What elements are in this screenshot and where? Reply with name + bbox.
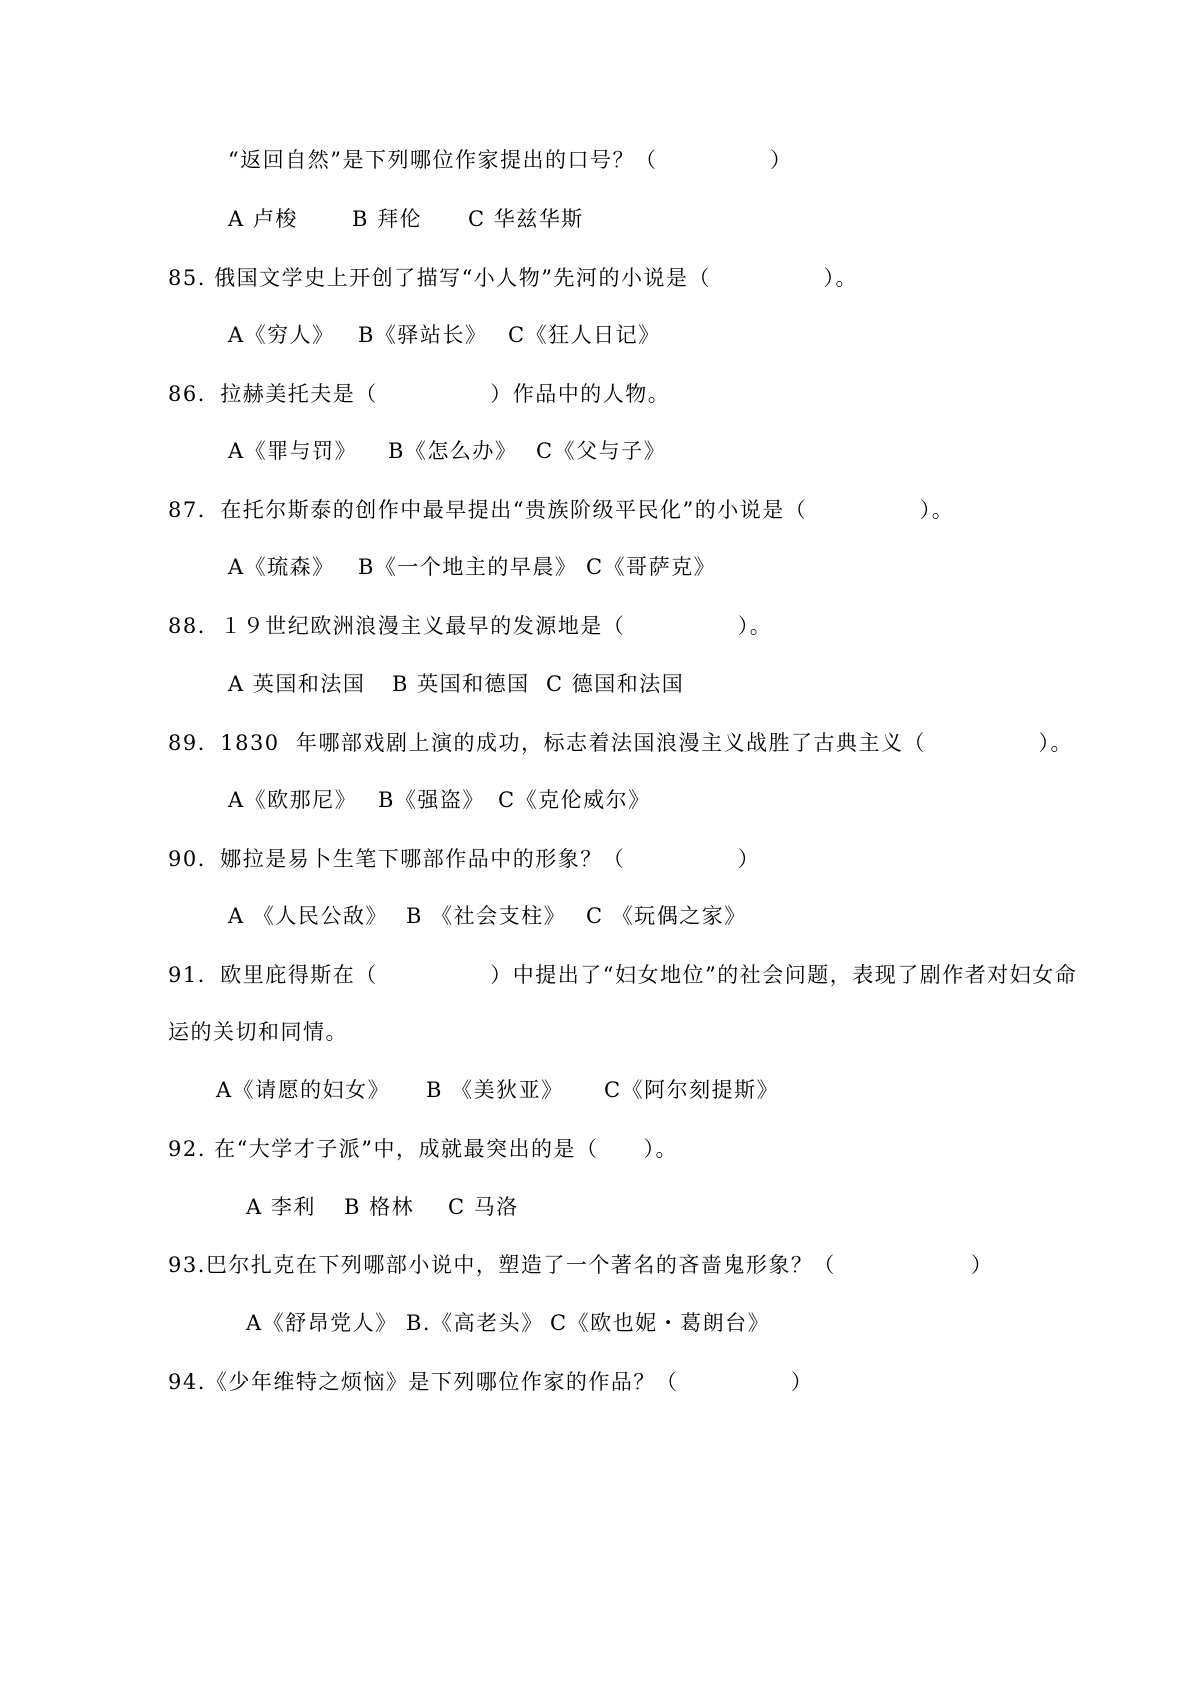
question-stem: 94.《少年维特之烦恼》是下列哪位作家的作品？（ ） (168, 1370, 814, 1394)
option-c: C 华兹华斯 (468, 207, 584, 231)
question-stem: 89．1830 年哪部戏剧上演的成功，标志着法国浪漫主义战胜了古典主义（ ）。 (168, 731, 1074, 755)
option-b: B《驿站长》 (358, 323, 488, 347)
option-b: B 拜伦 (352, 207, 423, 231)
option-a: A 卢梭 (228, 207, 298, 231)
option-b: B.《高老头》 (406, 1311, 544, 1335)
question-stem-continuation: 运的关切和同情。 (168, 1020, 348, 1044)
option-a: A《欧那尼》 (228, 788, 358, 812)
option-a: A《琉森》 (228, 555, 335, 579)
question-stem: 86．拉赫美托夫是（ ）作品中的人物。 (168, 382, 671, 406)
question-stem: 91．欧里庇得斯在（ ）中提出了“妇女地位”的社会问题，表现了剧作者对妇女命 (168, 963, 1078, 987)
option-a: A《舒昂党人》 (246, 1311, 398, 1335)
option-c: C《欧也妮・葛朗台》 (550, 1311, 771, 1335)
question-stem: 92. 在“大学才子派”中，成就最突出的是（ ）。 (168, 1137, 679, 1161)
option-c: C《父与子》 (536, 439, 667, 463)
option-c: C《狂人日记》 (508, 323, 661, 347)
option-a: A《穷人》 (228, 323, 335, 347)
option-c: C 《玩偶之家》 (586, 904, 747, 928)
question-stem: 90．娜拉是易卜生笔下哪部作品中的形象？（ ） (168, 847, 761, 871)
option-b: B 《美狄亚》 (426, 1078, 564, 1102)
option-a: A 英国和法国 (228, 672, 366, 696)
option-b: B《一个地主的早晨》 (358, 555, 578, 579)
question-stem: 88．１９世纪欧洲浪漫主义最早的发源地是（ ）。 (168, 614, 773, 638)
option-b: B 英国和德国 (392, 672, 530, 696)
option-b: B 格林 (344, 1195, 415, 1219)
option-a: A《罪与罚》 (228, 439, 358, 463)
question-stem: 87．在托尔斯泰的创作中最早提出“贵族阶级平民化”的小说是（ ）。 (168, 498, 955, 522)
option-a: A 《人民公敌》 (228, 904, 388, 928)
question-stem: 93.巴尔扎克在下列哪部小说中，塑造了一个著名的吝啬鬼形象？（ ） (168, 1253, 994, 1277)
option-c: C《克伦威尔》 (498, 788, 651, 812)
option-c: C 德国和法国 (546, 672, 685, 696)
option-c: C《哥萨克》 (586, 555, 717, 579)
option-c: C《阿尔刻提斯》 (604, 1078, 780, 1102)
option-b: B 《社会支柱》 (406, 904, 567, 928)
option-c: C 马洛 (448, 1195, 519, 1219)
question-stem: 85. 俄国文学史上开创了描写“小人物”先河的小说是（ ）。 (168, 266, 859, 290)
option-b: B《怎么办》 (388, 439, 518, 463)
question-stem: “返回自然”是下列哪位作家提出的口号？（ ） (228, 148, 793, 172)
option-a: A 李利 (246, 1195, 316, 1219)
option-a: A《请愿的妇女》 (216, 1078, 391, 1102)
option-b: B《强盗》 (378, 788, 485, 812)
